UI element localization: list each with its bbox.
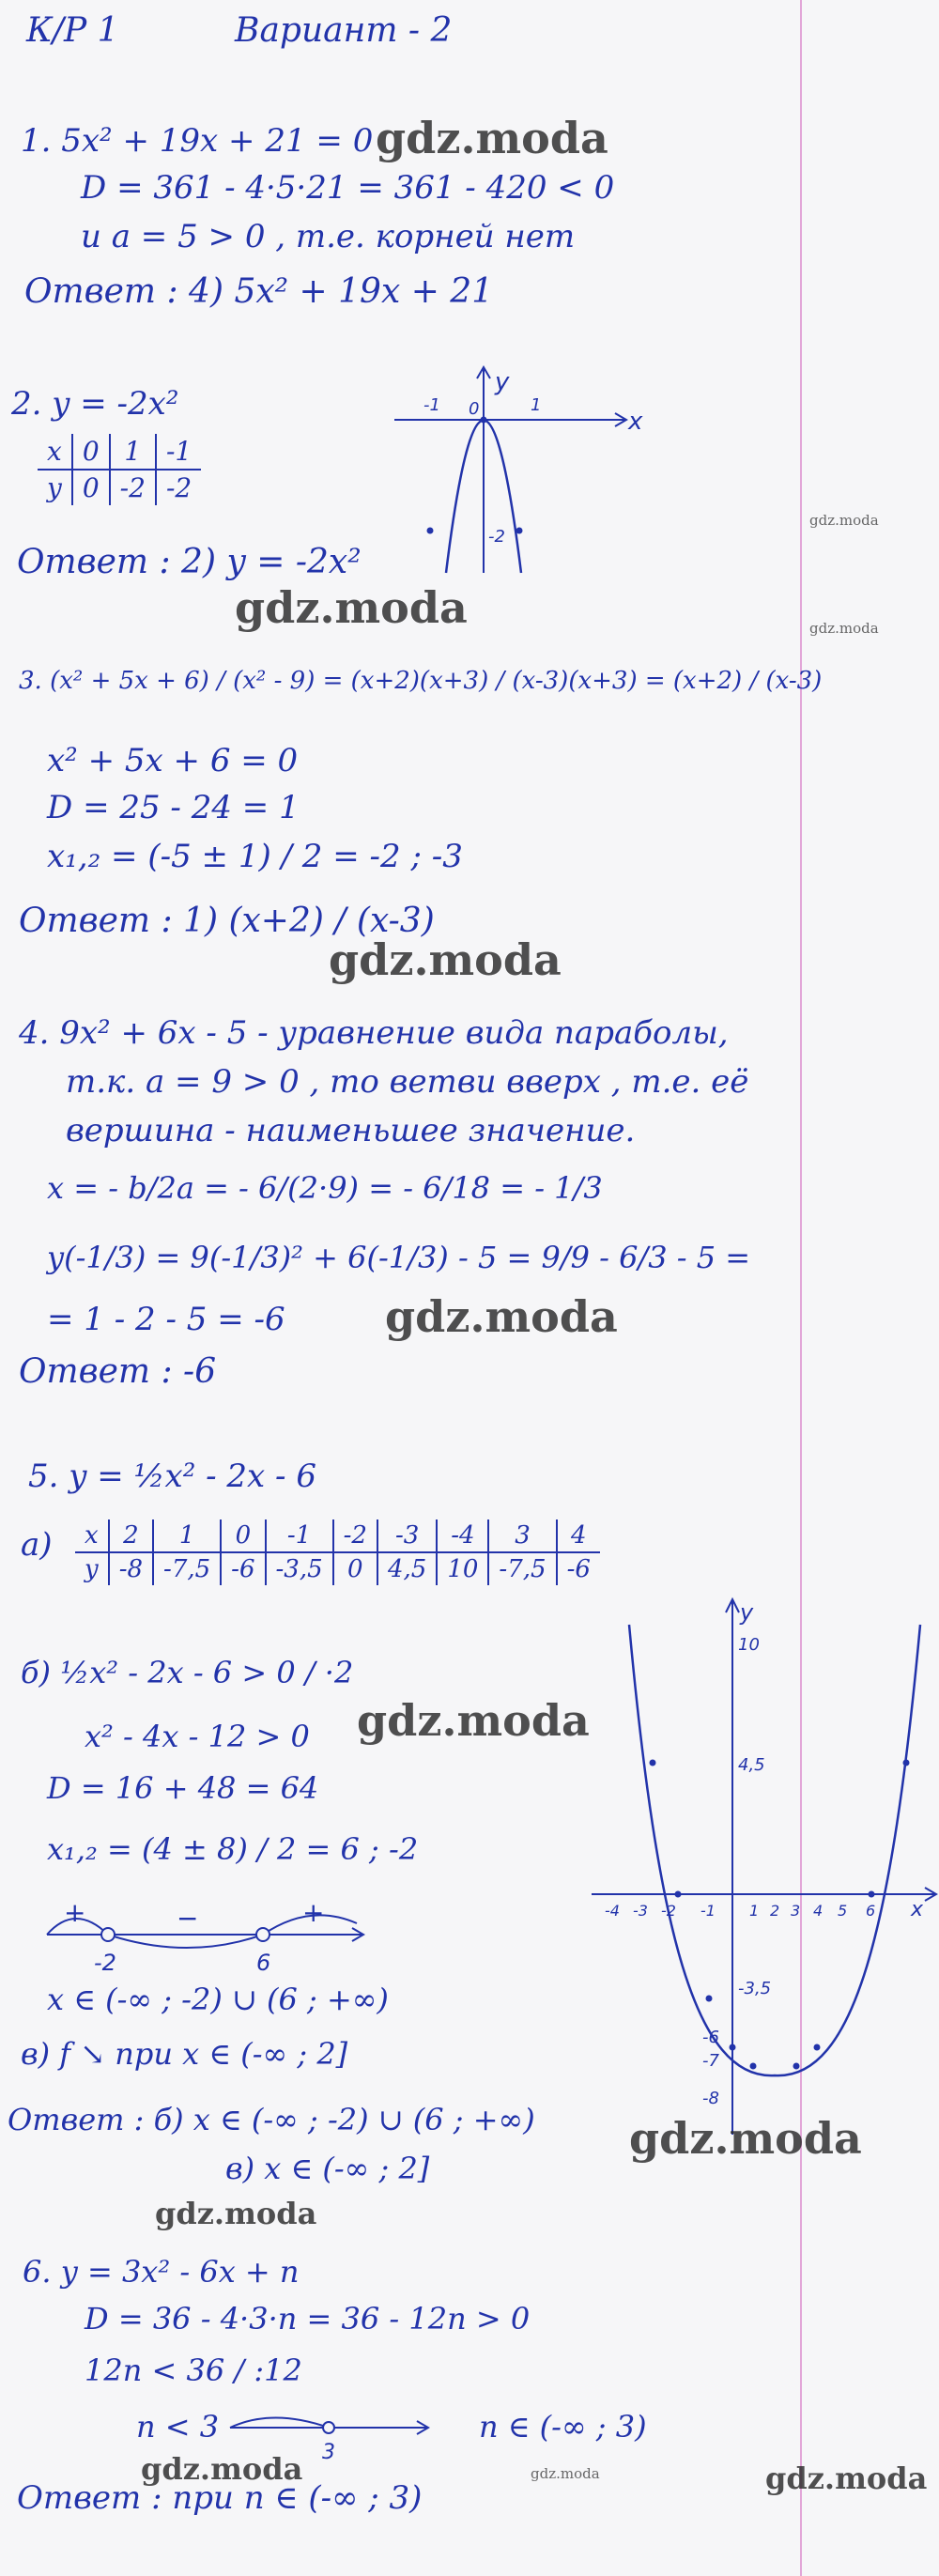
task5-b-result: x ∈ (-∞ ; -2) ∪ (6 ; +∞) bbox=[47, 1982, 389, 2017]
task6-line4: n < 3 bbox=[136, 2409, 220, 2445]
task5-point bbox=[675, 1891, 682, 1898]
task5-cell: 3 bbox=[488, 1519, 556, 1552]
task5-cell: -6 bbox=[557, 1552, 600, 1585]
task2-cell: -2 bbox=[110, 470, 156, 505]
task5-x-tick: 6 bbox=[866, 1902, 876, 1920]
task5-point bbox=[706, 1996, 713, 2002]
task5-x-tick: -1 bbox=[700, 1902, 716, 1920]
task5-answer-b: Ответ : б) x ∈ (-∞ ; -2) ∪ (6 ; +∞) bbox=[8, 2102, 535, 2137]
task5-value-table bbox=[75, 1519, 600, 1585]
task6-line4b: n ∈ (-∞ ; 3) bbox=[479, 2409, 647, 2445]
task2-cell: -1 bbox=[156, 434, 201, 470]
task5-cell: -3 bbox=[377, 1519, 437, 1552]
task5-x-tick: 1 bbox=[749, 1902, 760, 1920]
task5-parabola-graph bbox=[592, 1592, 939, 2136]
task5-x-label: x bbox=[911, 1898, 924, 1921]
task2-tick: -1 bbox=[423, 395, 440, 415]
task5-x-tick: -4 bbox=[605, 1902, 620, 1920]
task5-answer-c: в) x ∈ (-∞ ; 2] bbox=[225, 2151, 430, 2186]
task5-cell: 10 bbox=[437, 1552, 488, 1585]
task5-cell: -7,5 bbox=[153, 1552, 221, 1585]
task4-line1: 4. 9x² + 6x - 5 - уравнение вида параболы, bbox=[19, 1014, 729, 1052]
task2-line1: 2. y = -2x² bbox=[11, 385, 179, 423]
task4-line3: вершина - наименьшее значение. bbox=[66, 1112, 636, 1149]
task1-line2: D = 361 - 4·5·21 = 361 - 420 < 0 bbox=[81, 169, 615, 207]
task5-cell: 0 bbox=[333, 1552, 377, 1585]
task5-y-label: y bbox=[740, 1599, 754, 1626]
task5-x-tick: 3 bbox=[791, 1902, 801, 1920]
task3-line4: x₁,₂ = (-5 ± 1) / 2 = -2 ; -3 bbox=[47, 838, 463, 875]
task5-b-line3: D = 16 + 48 = 64 bbox=[47, 1770, 319, 1806]
task5-cell: 2 bbox=[109, 1519, 153, 1552]
task4-line4: x = - b/2a = - 6/(2·9) = - 6/18 = - 1/3 bbox=[47, 1170, 603, 1206]
task5-x-tick: 4 bbox=[813, 1902, 824, 1920]
task5-line1: 5. y = ½x² - 2x - 6 bbox=[28, 1458, 316, 1495]
task5-nl-sign: − bbox=[177, 1903, 199, 1934]
task5-x-tick: 5 bbox=[838, 1902, 848, 1920]
task5-y-tick: -3,5 bbox=[738, 1979, 772, 1998]
task2-point bbox=[481, 417, 487, 424]
task2-parabola-graph bbox=[390, 362, 643, 578]
task4-line5: y(-1/3) = 9(-1/3)² + 6(-1/3) - 5 = 9/9 - 6/3 - 5 = bbox=[47, 1240, 751, 1275]
task5-nl-label: 6 bbox=[256, 1950, 271, 1976]
task4-line2: т.к. a = 9 > 0 , то ветви вверх , т.е. её bbox=[66, 1063, 749, 1101]
task2-cell: -2 bbox=[156, 470, 201, 505]
watermark: gdz.moda bbox=[155, 2196, 317, 2231]
task5-cell: -3,5 bbox=[266, 1552, 333, 1585]
watermark: gdz.moda bbox=[765, 2460, 928, 2496]
task1-line3: и a = 5 > 0 , т.е. корней нет bbox=[81, 218, 576, 255]
task5-y-tick: 10 bbox=[738, 1635, 760, 1655]
watermark: gdz.moda bbox=[357, 1695, 590, 1746]
task1-line1: 1. 5x² + 19x + 21 = 0 bbox=[21, 122, 374, 160]
task6-answer: Ответ : при n ∈ (-∞ ; 3) bbox=[17, 2479, 423, 2517]
task5-nl-label: -2 bbox=[94, 1950, 116, 1976]
task3-line2: x² + 5x + 6 = 0 bbox=[47, 742, 299, 779]
watermark-small: gdz.moda bbox=[531, 2465, 600, 2482]
task1-answer: Ответ : 4) 5x² + 19x + 21 bbox=[24, 272, 494, 311]
task4-line6: = 1 - 2 - 5 = -6 bbox=[47, 1301, 285, 1338]
task5-cell: y bbox=[85, 1555, 99, 1583]
task5-cell: 4 bbox=[557, 1519, 600, 1552]
watermark: gdz.moda bbox=[141, 2451, 303, 2487]
task5-y-tick: -8 bbox=[702, 2089, 719, 2108]
task5-point bbox=[650, 1760, 656, 1766]
task6-line1: 6. y = 3x² - 6x + n bbox=[23, 2254, 300, 2290]
watermark: gdz.moda bbox=[629, 2113, 862, 2164]
task5-cell: -7,5 bbox=[488, 1552, 556, 1585]
task5-point bbox=[869, 1891, 875, 1898]
task2-cell: 1 bbox=[110, 434, 156, 470]
task5-point bbox=[903, 1760, 910, 1766]
task3-answer: Ответ : 1) (x+2) / (x-3) bbox=[19, 902, 435, 940]
header-code: К/Р 1 bbox=[26, 11, 119, 50]
task5-point bbox=[730, 2044, 736, 2051]
task6-nl-label: 3 bbox=[322, 2441, 335, 2464]
task5-cell: x bbox=[75, 1519, 109, 1552]
task6-line2: D = 36 - 4·3·n = 36 - 12n > 0 bbox=[85, 2301, 531, 2337]
task5-b-line1: б) ½x² - 2x - 6 > 0 / ·2 bbox=[21, 1655, 354, 1690]
header-variant: Вариант - 2 bbox=[235, 11, 453, 50]
task5-x-tick: -3 bbox=[633, 1902, 648, 1920]
watermark: gdz.moda bbox=[235, 582, 468, 633]
task5-parabola-curve bbox=[629, 1625, 920, 2075]
task5-point bbox=[750, 2063, 757, 2070]
task5-cell: 4,5 bbox=[377, 1552, 437, 1585]
task6-line3: 12n < 36 / :12 bbox=[85, 2352, 302, 2388]
task5-cell: -8 bbox=[109, 1552, 153, 1585]
task6-nl-point bbox=[323, 2422, 334, 2433]
task2-x-label: x bbox=[628, 408, 643, 436]
task5-nl-point bbox=[256, 1928, 269, 1941]
task2-cell: 0 bbox=[72, 470, 110, 505]
task2-point bbox=[427, 528, 434, 534]
watermark-small: gdz.moda bbox=[809, 620, 879, 637]
watermark: gdz.moda bbox=[385, 1291, 618, 1342]
task5-point bbox=[814, 2044, 821, 2051]
task5-point bbox=[793, 2063, 800, 2070]
task5-b-line4: x₁,₂ = (4 ± 8) / 2 = 6 ; -2 bbox=[47, 1831, 419, 1867]
task5-a-label: а) bbox=[21, 1526, 53, 1564]
task2-tick: 0 bbox=[469, 399, 480, 419]
task5-cell: -4 bbox=[437, 1519, 488, 1552]
watermark: gdz.moda bbox=[376, 113, 608, 163]
task6-nl-hatch bbox=[230, 2418, 329, 2429]
task5-b-line2: x² - 4x - 12 > 0 bbox=[85, 1719, 310, 1754]
watermark-small: gdz.moda bbox=[809, 512, 879, 529]
task5-cell: -2 bbox=[333, 1519, 377, 1552]
task5-nl-sign: + bbox=[302, 1897, 325, 1928]
page-margin-line bbox=[800, 0, 802, 2576]
task5-c-line: в) f ↘ при x ∈ (-∞ ; 2] bbox=[21, 2036, 348, 2072]
task3-line3: D = 25 - 24 = 1 bbox=[47, 789, 300, 826]
task4-answer: Ответ : -6 bbox=[19, 1352, 217, 1391]
task5-y-tick: 4,5 bbox=[738, 1755, 765, 1775]
task2-point bbox=[516, 528, 523, 534]
task5-cell: -6 bbox=[221, 1552, 265, 1585]
task2-value-table bbox=[38, 434, 201, 505]
watermark: gdz.moda bbox=[329, 934, 562, 985]
task3-line1: 3. (x² + 5x + 6) / (x² - 9) = (x+2)(x+3) / (x-3)(x+3) = (x+2) / (x-3) bbox=[19, 667, 823, 695]
task5-x-tick: 2 bbox=[770, 1902, 780, 1920]
task5-x-tick: -2 bbox=[661, 1902, 676, 1920]
task2-cell: x bbox=[38, 434, 72, 470]
task5-sign-number-line bbox=[38, 1895, 376, 1982]
task5-y-tick: -7 bbox=[702, 2051, 719, 2071]
task2-tick: -2 bbox=[488, 527, 505, 547]
task2-tick: 1 bbox=[531, 395, 542, 415]
task5-cell: -1 bbox=[266, 1519, 333, 1552]
task5-nl-sign: + bbox=[64, 1897, 86, 1928]
task2-cell: 0 bbox=[72, 434, 110, 470]
task5-cell: 0 bbox=[221, 1519, 265, 1552]
task2-cell: y bbox=[47, 472, 62, 503]
task5-y-tick: -6 bbox=[702, 2028, 719, 2047]
task2-answer: Ответ : 2) y = -2x² bbox=[17, 543, 362, 581]
task5-nl-point bbox=[101, 1928, 115, 1941]
task5-cell: 1 bbox=[153, 1519, 221, 1552]
task2-y-label: y bbox=[495, 368, 510, 396]
